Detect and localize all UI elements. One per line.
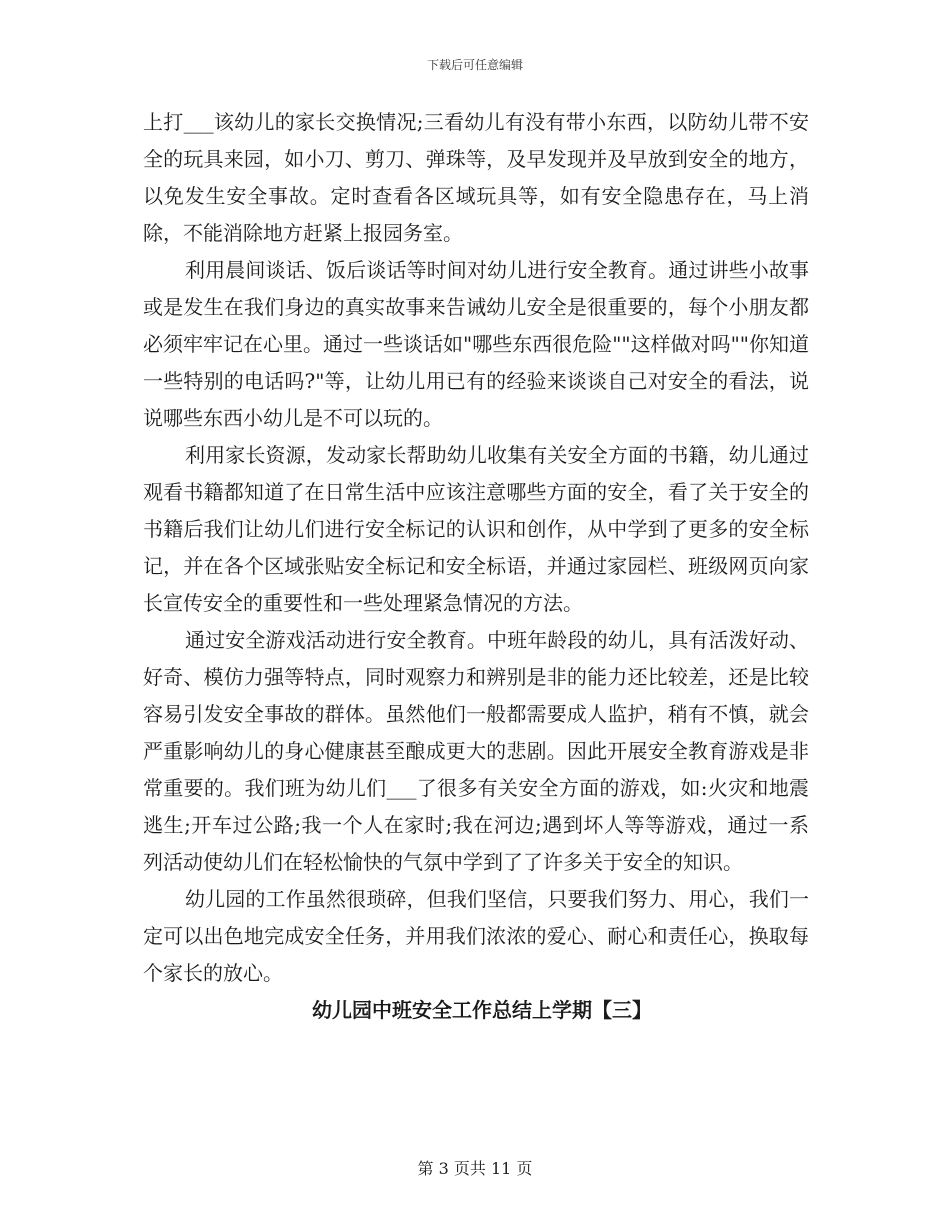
paragraph-parent-resources: 利用家长资源，发动家长帮助幼儿收集有关安全方面的书籍，幼儿通过观看书籍都知道了在日常生活中应该注意哪些方面的安全，看了关于安全的书籍后我们让幼儿们进行安全标记的认识和创作，从中学到了更多的安全标记，并在各个区域张贴安全标记和安全标语，并通过家园栏、班级网页向家长宣传安全的重要性和一些处理紧急情况的方法。 xyxy=(143,443,809,615)
section-heading: 幼儿园中班安全工作总结上学期【三】 xyxy=(312,998,652,1022)
paragraph-safety-games: 通过安全游戏活动进行安全教育。中班年龄段的幼儿，具有活泼好动、好奇、模仿力强等特点，同时观察力和辨别是非的能力还比较差，还是比较容易引发安全事故的群体。虽然他们一般都需要成人监护，稍有不慎，就会严重影响幼儿的身心健康甚至酿成更大的悲剧。因此开展安全教育游戏是非常重要的。我们班为幼儿们___了很多有关安全方面的游戏，如:火灾和地震逃生;开车过公路;我一个人在家时;我在河边;遇到坏人等等游戏，通过一系列活动使幼儿们在轻松愉快的气氛中学到了了许多关于安全的知识。 xyxy=(143,628,809,874)
document-body xyxy=(143,104,809,1029)
paragraph-continued: 上打___该幼儿的家长交换情况;三看幼儿有没有带小东西，以防幼儿带不安全的玩具来园，如小刀、剪刀、弹珠等，及早发现并及早放到安全的地方，以免发生安全事故。定时查看各区域玩具等，如有安全隐患存在，马上消除，不能消除地方赶紧上报园务室。 xyxy=(143,110,809,245)
page-header: 下载后可任意编辑 xyxy=(426,58,523,72)
paragraph-morning-talk: 利用晨间谈话、饭后谈话等时间对幼儿进行安全教育。通过讲些小故事或是发生在我们身边的真实故事来告诫幼儿安全是很重要的，每个小朋友都必须牢牢记在心里。通过一些谈话如"哪些东西很危险""这样做对吗""你知道一些特别的电话吗?"等，让幼儿用已有的经验来谈谈自己对安全的看法，说说哪些东西小幼儿是不可以玩的。 xyxy=(143,258,809,430)
page-number: 第 3 页共 11 页 xyxy=(417,1159,533,1178)
paragraph-conclusion: 幼儿园的工作虽然很琐碎，但我们坚信，只要我们努力、用心，我们一定可以出色地完成安全任务，并用我们浓浓的爱心、耐心和责任心，换取每个家长的放心。 xyxy=(143,887,809,985)
